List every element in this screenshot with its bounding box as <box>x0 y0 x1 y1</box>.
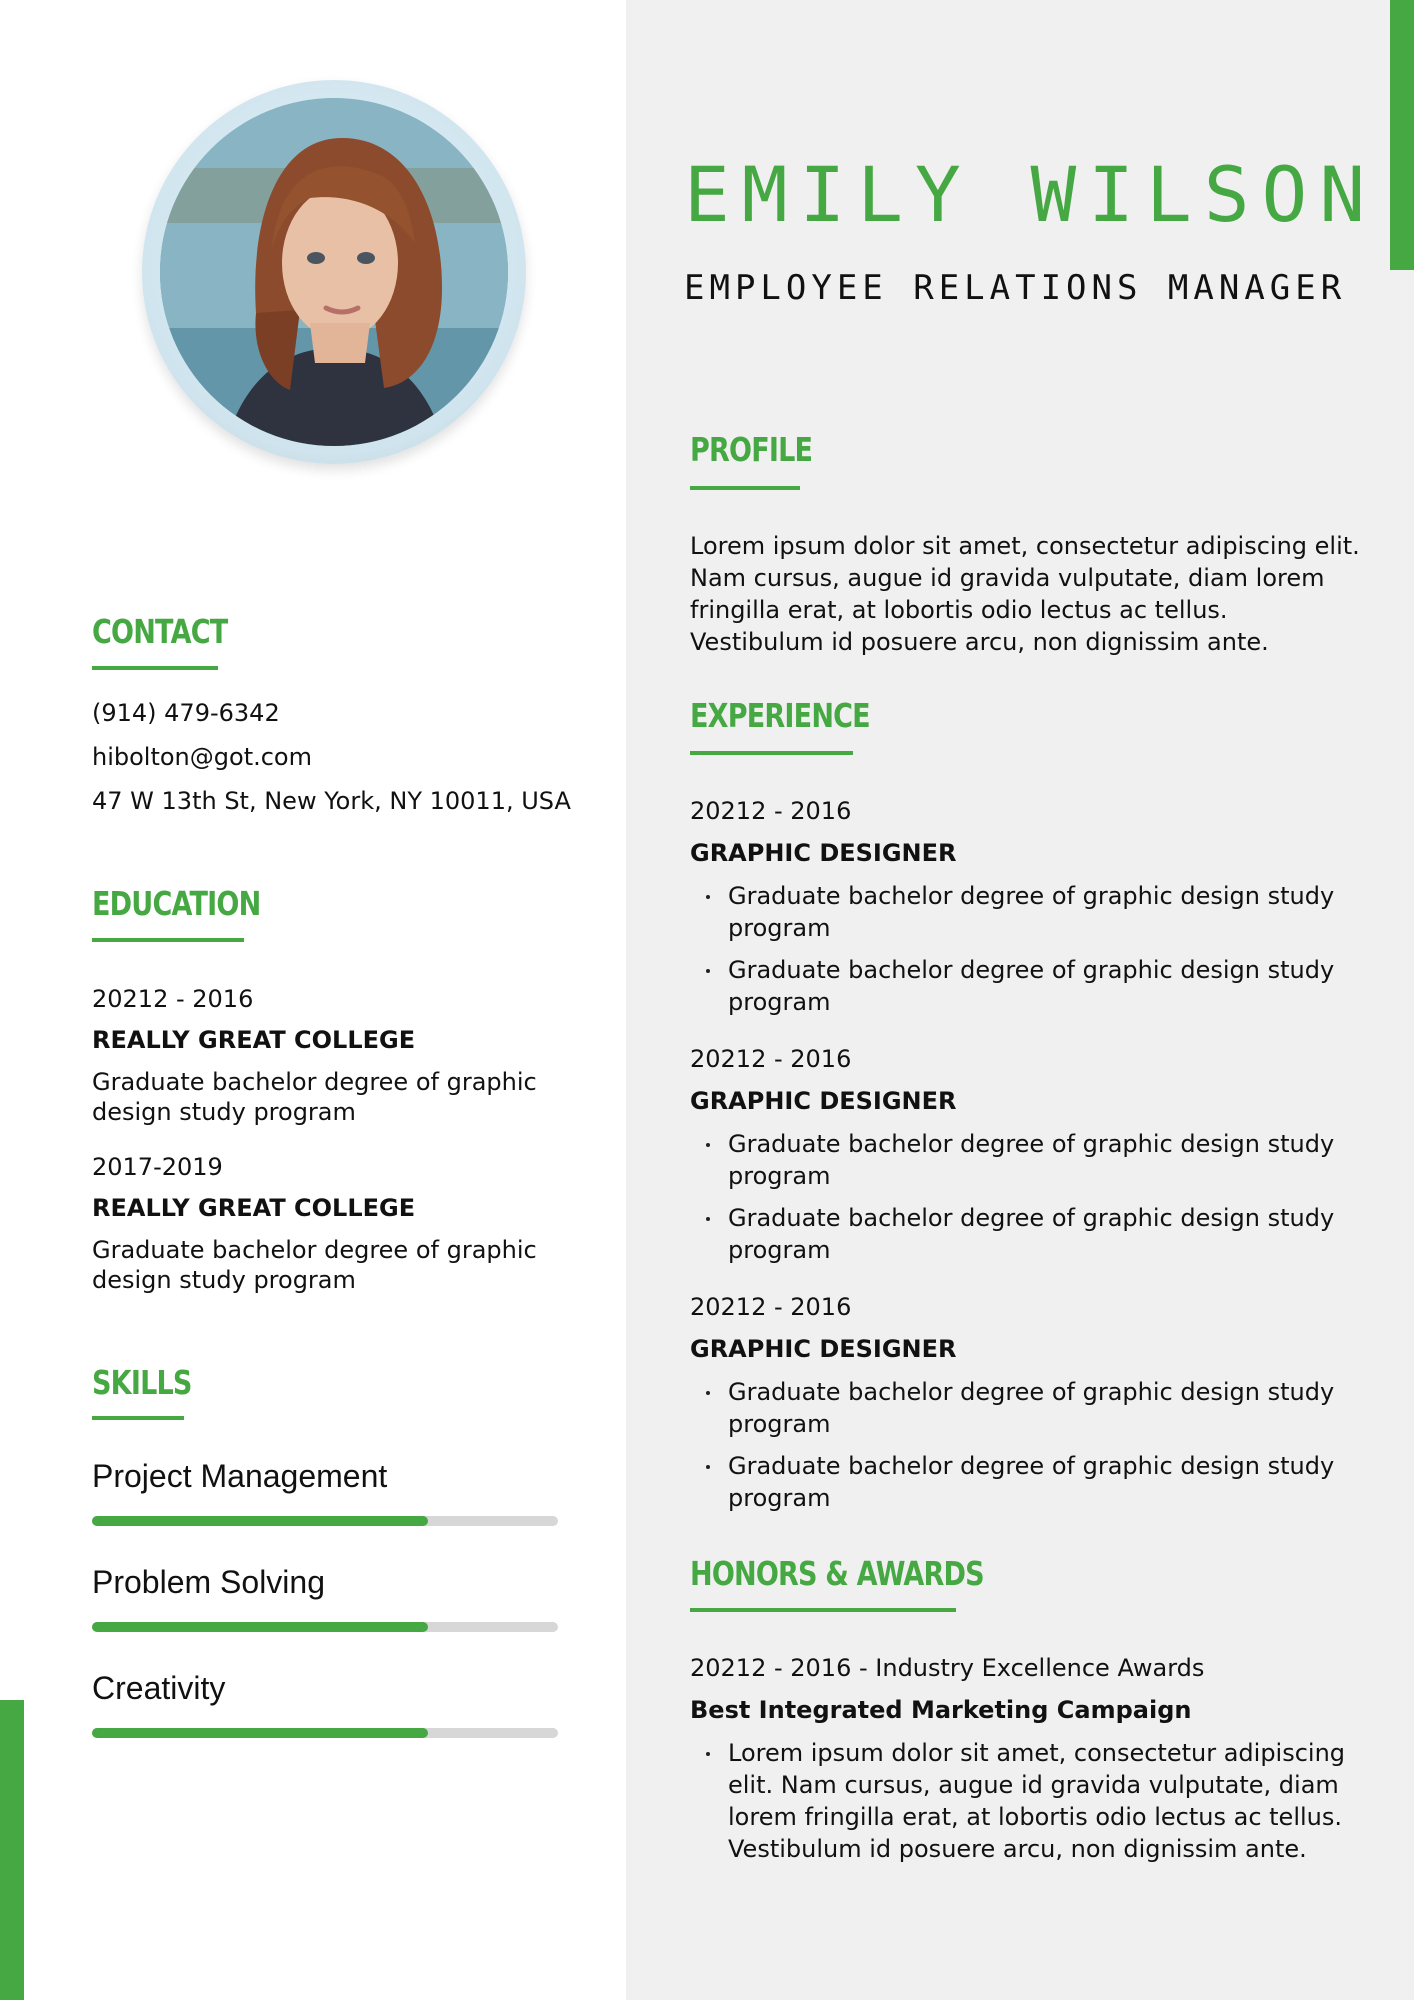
accent-bar-top <box>1390 0 1414 270</box>
experience-years: 20212 - 2016 <box>690 1293 852 1321</box>
experience-bullet: Graduate bachelor degree of graphic design study program <box>690 1450 1340 1514</box>
experience-bullets <box>690 880 1340 1028</box>
profile-photo-image <box>160 98 508 446</box>
accent-bar-bottom <box>0 1700 24 2000</box>
profile-photo <box>142 80 526 464</box>
experience-bullet: Graduate bachelor degree of graphic design study program <box>690 1202 1340 1266</box>
contact-phone: (914) 479-6342 <box>92 699 280 727</box>
contact-heading-underline <box>92 666 218 670</box>
experience-heading: EXPERIENCE <box>690 696 870 735</box>
honor-title: Best Integrated Marketing Campaign <box>690 1696 1192 1724</box>
experience-bullet: Graduate bachelor degree of graphic design study program <box>690 1128 1340 1192</box>
honors-heading: HONORS & AWARDS <box>690 1554 984 1593</box>
experience-bullet: Graduate bachelor degree of graphic design study program <box>690 880 1340 944</box>
portrait-illustration <box>160 98 508 446</box>
skill-progress-fill <box>92 1516 428 1526</box>
education-school: REALLY GREAT COLLEGE <box>92 1194 416 1222</box>
skill-progress-fill <box>92 1622 428 1632</box>
experience-bullets <box>690 1376 1340 1524</box>
experience-years: 20212 - 2016 <box>690 797 852 825</box>
contact-address: 47 W 13th St, New York, NY 10011, USA <box>92 787 571 815</box>
honor-award: Industry Excellence Awards <box>875 1654 1205 1682</box>
profile-heading: PROFILE <box>690 430 813 469</box>
education-heading: EDUCATION <box>92 884 261 923</box>
experience-years: 20212 - 2016 <box>690 1045 852 1073</box>
candidate-name: EMILY WILSON <box>684 150 1378 239</box>
experience-bullets <box>690 1128 1340 1276</box>
skill-label: Problem Solving <box>92 1564 325 1600</box>
honors-heading-underline <box>690 1608 956 1612</box>
experience-bullet: Graduate bachelor degree of graphic design study program <box>690 1376 1340 1440</box>
honor-bullet: Lorem ipsum dolor sit amet, consectetur adipiscing elit. Nam cursus, augue id gravida vulputate, diam lorem fringilla erat, at lobortis odio lectus ac tellus. Vestibulum id posuere arcu, non dignissim ante. <box>690 1737 1370 1865</box>
education-heading-underline <box>92 938 244 942</box>
skill-progress-fill <box>92 1728 428 1738</box>
education-school: REALLY GREAT COLLEGE <box>92 1026 416 1054</box>
honor-years-award <box>690 1654 1204 1682</box>
education-years: 20212 - 2016 <box>92 985 254 1013</box>
education-description-line1: Graduate bachelor degree of graphic <box>92 1068 537 1096</box>
skill-progress-track <box>92 1622 558 1632</box>
education-description-line2: design study program <box>92 1098 356 1126</box>
profile-text: Lorem ipsum dolor sit amet, consectetur adipiscing elit. Nam cursus, augue id gravida vulputate, diam lorem fringilla erat, at lobortis odio lectus ac tellus. Vestibulum id posuere arcu, non dignissim ante. <box>690 532 1360 656</box>
honor-years: 20212 - 2016 <box>690 1654 852 1682</box>
experience-heading-underline <box>690 751 853 755</box>
experience-title: GRAPHIC DESIGNER <box>690 1087 957 1115</box>
honor-separator: - <box>858 1654 876 1682</box>
experience-bullet: Graduate bachelor degree of graphic design study program <box>690 954 1340 1018</box>
contact-email: hibolton@got.com <box>92 743 312 771</box>
honor-bullets <box>690 1737 1370 1875</box>
skills-heading-underline <box>92 1416 184 1420</box>
experience-title: GRAPHIC DESIGNER <box>690 839 957 867</box>
candidate-role: EMPLOYEE RELATIONS MANAGER <box>684 268 1347 308</box>
education-description-line2: design study program <box>92 1266 356 1294</box>
skill-progress-track <box>92 1728 558 1738</box>
experience-title: GRAPHIC DESIGNER <box>690 1335 957 1363</box>
skill-progress-track <box>92 1516 558 1526</box>
education-years: 2017-2019 <box>92 1153 223 1181</box>
skill-label: Project Management <box>92 1458 388 1494</box>
skills-heading: SKILLS <box>92 1363 192 1402</box>
contact-heading: CONTACT <box>92 612 228 651</box>
skill-label: Creativity <box>92 1670 226 1706</box>
profile-heading-underline <box>690 486 800 490</box>
education-description-line1: Graduate bachelor degree of graphic <box>92 1236 537 1264</box>
